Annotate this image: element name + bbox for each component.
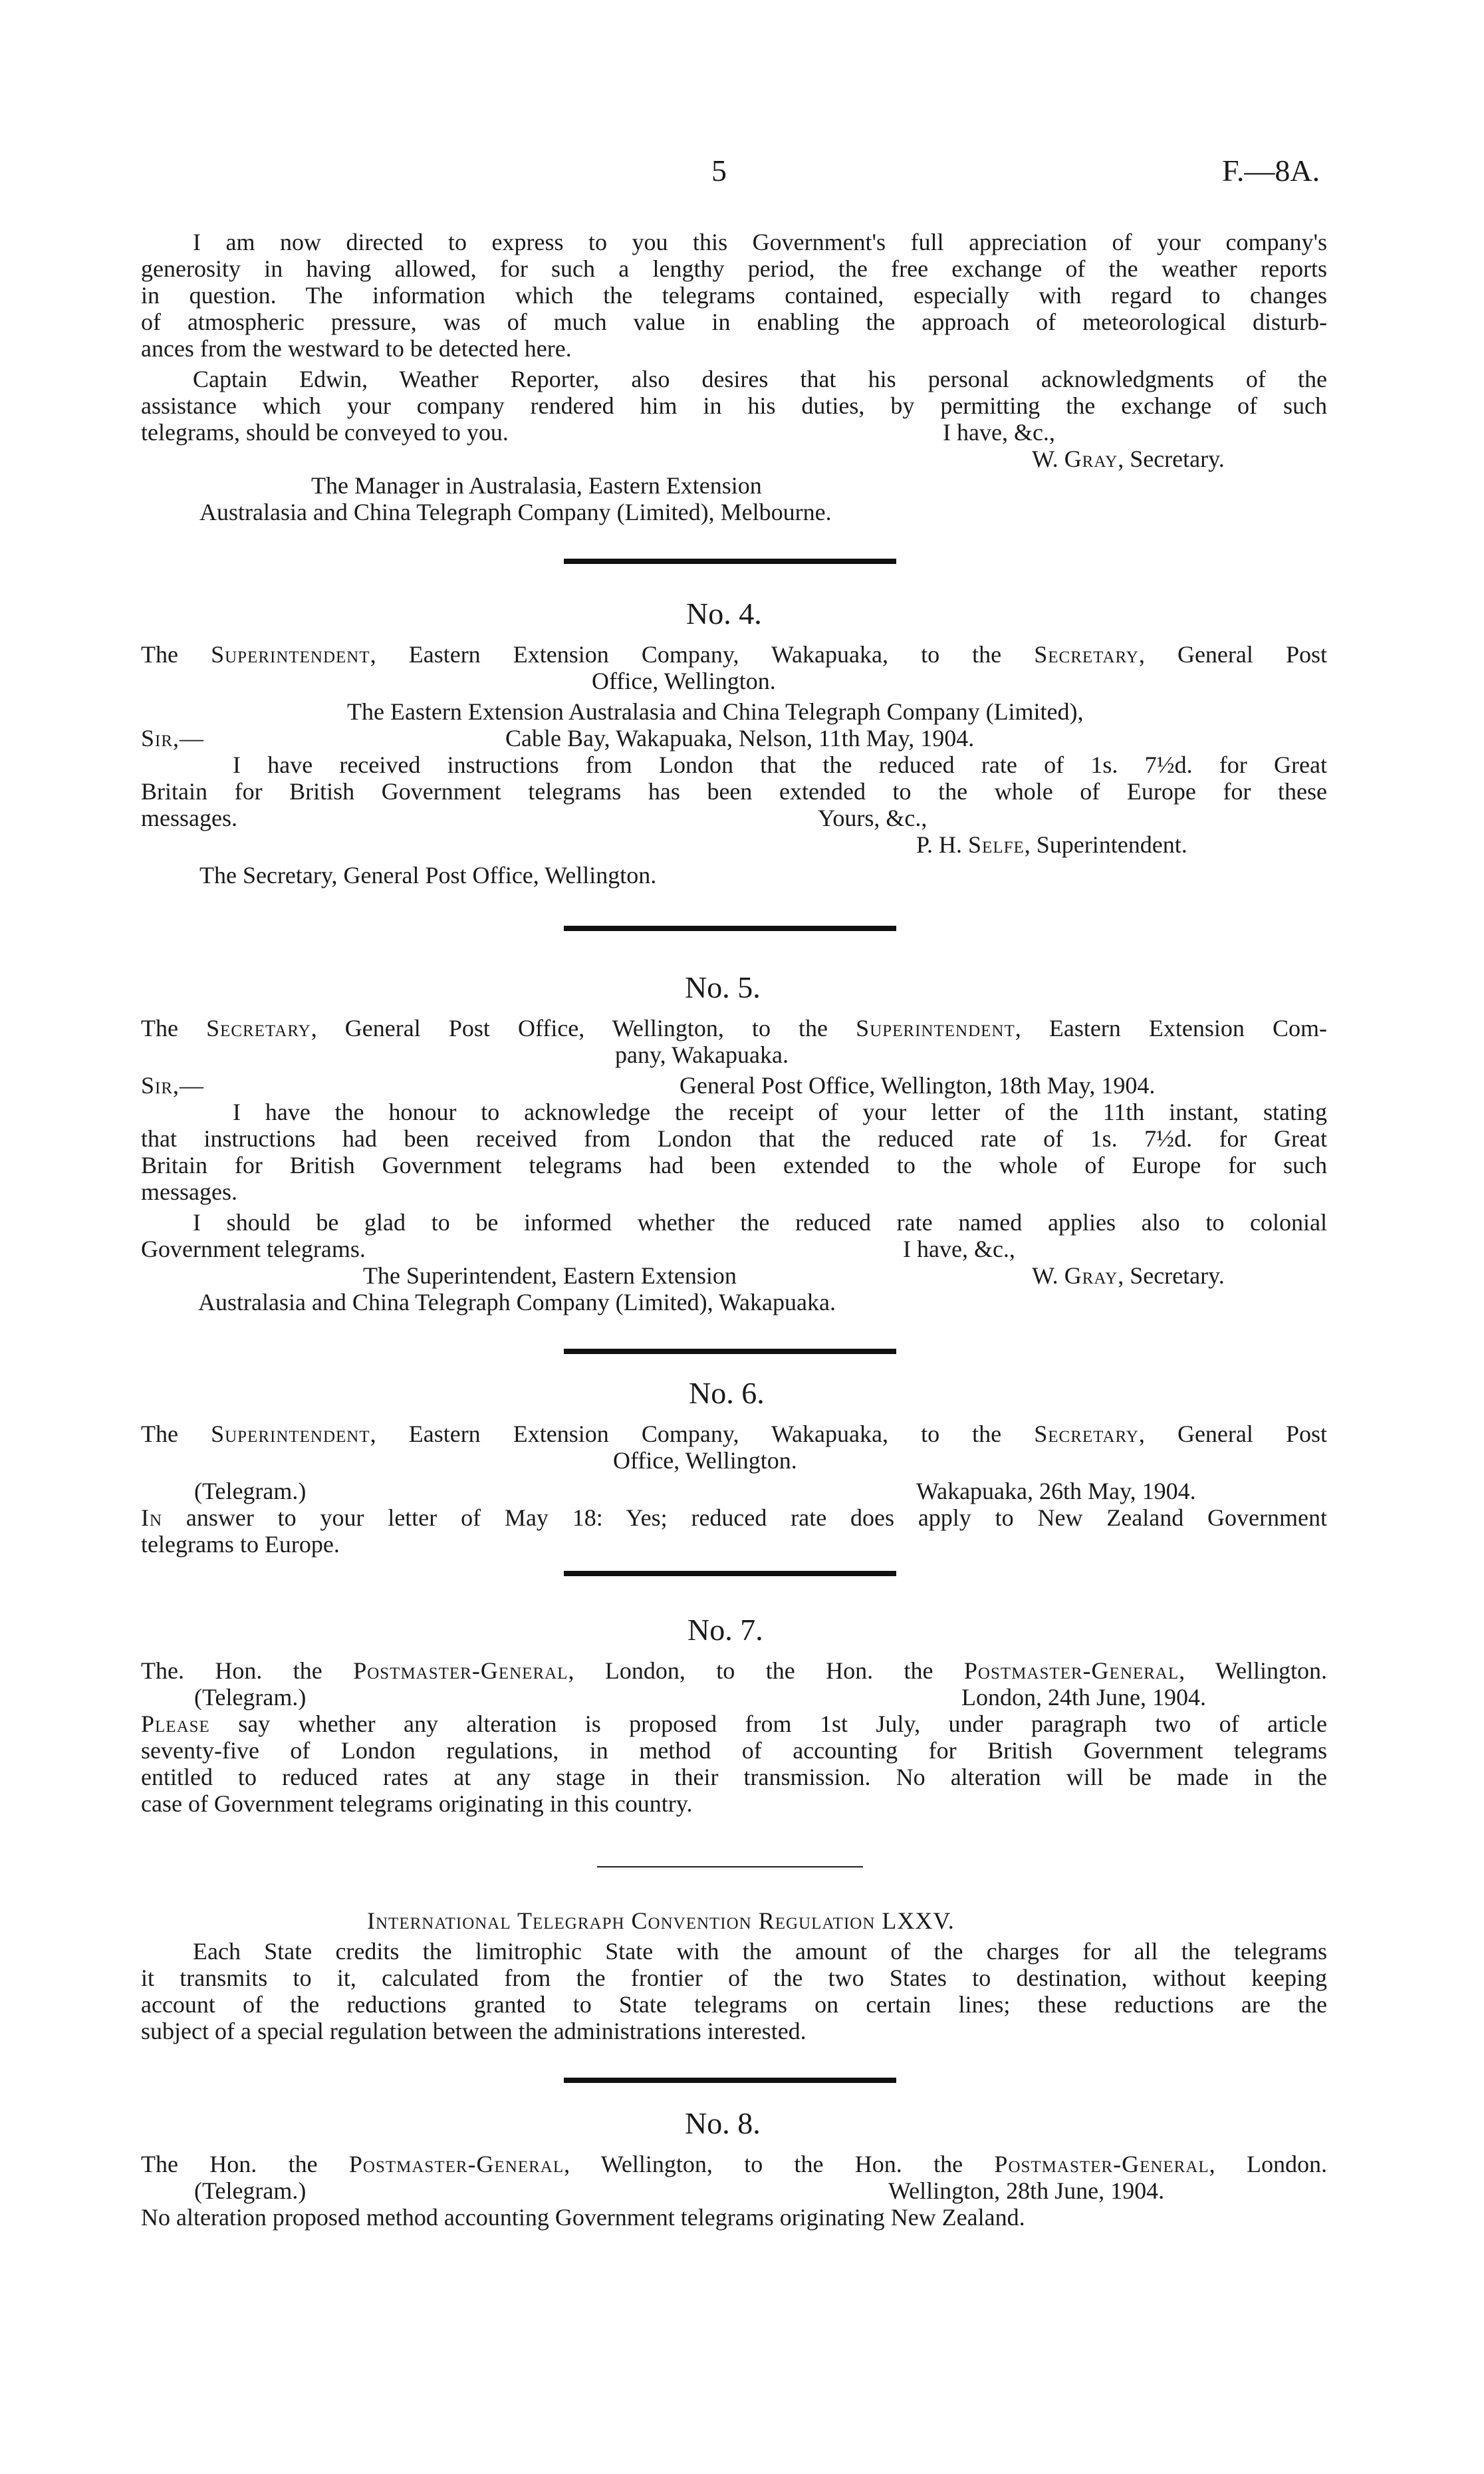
no5-sender-line: General Post Office, Wellington, 18th May, 1904.: [680, 1072, 1156, 1099]
section-divider: [564, 1349, 896, 1354]
no8-from-to-line: [141, 2151, 1327, 2177]
no6-from-to-line-1: [141, 1421, 1327, 1447]
signature-title: , Superintendent.: [1024, 831, 1187, 858]
text-segment: , General Post Office, Wellington, to the: [310, 1015, 856, 1041]
text-line: Britain for British Government telegrams had been extended to the whole of Europe for such: [141, 1152, 1327, 1178]
document-reference: F.—8A.: [1222, 154, 1320, 188]
addressee-title: Secretary: [1034, 641, 1139, 668]
no5-addressee-line-2: Australasia and China Telegraph Company (Limited), Wakapuaka.: [198, 1289, 836, 1315]
text-line: that instructions had been received from London that the reduced rate of 1s. 7½d. for Great: [141, 1125, 1327, 1152]
text-line: subject of a special regulation between the administrations interested.: [141, 2018, 806, 2044]
text-segment: , General Post: [1138, 1421, 1327, 1447]
text-segment: The. Hon. the: [141, 1657, 354, 1684]
no7-place-date: London, 24th June, 1904.: [961, 1684, 1206, 1711]
signature-initial: W.: [1032, 1262, 1064, 1289]
text-line: seventy-five of London regulations, in method of accounting for British Government telegrams: [141, 1737, 1327, 1764]
text-segment: , Wellington.: [1179, 1657, 1328, 1684]
addressee-title: Secretary: [206, 1015, 311, 1041]
no4-sender-line-2: Cable Bay, Wakapuaka, Nelson, 11th May, 1904.: [505, 725, 975, 752]
text-line: it transmits to it, calculated from the frontier of the two States to destination, without keeping: [141, 1965, 1327, 1991]
signature-name: Gray: [1064, 446, 1118, 472]
no4-from-to-line-2: Office, Wellington.: [592, 668, 776, 694]
text-line: of atmospheric pressure, was of much value in enabling the approach of meteorological disturb-: [141, 309, 1327, 335]
body-line-rest: say whether any alteration is proposed from 1st July, under paragraph two of article: [209, 1711, 1327, 1737]
text-segment: , General Post: [1138, 641, 1327, 668]
letter3-addressee-line-2: Australasia and China Telegraph Company (Limited), Melbourne.: [199, 499, 832, 525]
text-segment: , London, to the Hon. the: [568, 1657, 964, 1684]
no8-telegram-label: (Telegram.): [194, 2177, 307, 2204]
heading-no-4: No. 4.: [686, 597, 762, 630]
text-segment: The: [141, 641, 211, 668]
text-line: telegrams, should be conveyed to you.: [141, 419, 509, 446]
no6-body-line-1: [141, 1504, 1327, 1531]
letter3-addressee-line-1: The Manager in Australasia, Eastern Extension: [311, 472, 762, 499]
text-line: I have received instructions from London that the reduced rate of 1s. 7½d. for Great: [233, 752, 1327, 778]
text-line: messages.: [141, 1178, 237, 1205]
section-divider: [564, 2078, 896, 2083]
text-segment: , Eastern Extension Com-: [1015, 1015, 1328, 1041]
heading-no-7: No. 7.: [687, 1613, 763, 1647]
text-line: ances from the westward to be detected here.: [141, 335, 572, 362]
body-line-rest: answer to your letter of May 18: Yes; reduced rate does apply to New Zealand Government: [162, 1504, 1327, 1531]
signature-name: Selfe: [968, 831, 1025, 858]
signature-title: , Secretary.: [1118, 1262, 1225, 1289]
text-segment: The: [141, 1421, 211, 1447]
text-line: I have the honour to acknowledge the receipt of your letter of the 11th instant, stating: [233, 1099, 1327, 1125]
signature-name: Gray: [1064, 1262, 1118, 1289]
body-first-word: Please: [141, 1711, 210, 1737]
addressee-title: Superintendent: [856, 1015, 1015, 1041]
text-line: messages.: [141, 805, 237, 831]
text-line: entitled to reduced rates at any stage in their transmission. No alteration will be made in the: [141, 1764, 1327, 1790]
no8-place-date: Wellington, 28th June, 1904.: [888, 2177, 1165, 2204]
section-divider-thin: [597, 1866, 863, 1867]
no7-body-line-1: [141, 1711, 1327, 1737]
text-segment: , London.: [1209, 2151, 1327, 2177]
text-line: Each State credits the limitrophic State with the amount of the charges for all the telegrams: [193, 1938, 1327, 1965]
text-line: Captain Edwin, Weather Reporter, also desires that his personal acknowledgments of the: [193, 366, 1327, 392]
heading-no-8: No. 8.: [685, 2106, 761, 2140]
letter3-closing: I have, &c.,: [943, 419, 1055, 446]
text-line: Government telegrams.: [141, 1236, 366, 1262]
text-segment: , Wellington, to the Hon. the: [564, 2151, 995, 2177]
letter3-signature: [1032, 446, 1225, 472]
addressee-title: Superintendent: [211, 641, 370, 668]
text-line: case of Government telegrams originating in this country.: [141, 1790, 693, 1817]
no5-salutation: Sir,—: [141, 1072, 205, 1099]
no5-closing: I have, &c.,: [903, 1236, 1015, 1262]
addressee-title: Postmaster-General: [963, 1657, 1179, 1684]
no4-addressee: The Secretary, General Post Office, Wellington.: [199, 862, 657, 889]
text-segment: , Eastern Extension Company, Wakapuaka, to the: [370, 1421, 1035, 1447]
no4-sender-line-1: The Eastern Extension Australasia and China Telegraph Company (Limited),: [347, 698, 1084, 725]
section-divider: [564, 1571, 896, 1576]
signature-initial: P. H.: [916, 831, 969, 858]
text-line: I am now directed to express to you this Government's full appreciation of your company's: [193, 229, 1327, 255]
heading-no-6: No. 6.: [689, 1376, 765, 1410]
section-divider: [564, 926, 896, 931]
text-line: assistance which your company rendered him in his duties, by permitting the exchange of such: [141, 392, 1327, 419]
no4-closing: Yours, &c.,: [818, 805, 928, 831]
no6-from-to-line-2: Office, Wellington.: [613, 1447, 797, 1474]
addressee-title: Postmaster-General: [353, 1657, 568, 1684]
text-line: I should be glad to be informed whether the reduced rate named applies also to colonial: [193, 1209, 1327, 1236]
text-line: generosity in having allowed, for such a lengthy period, the free exchange of the weather reports: [141, 255, 1327, 282]
addressee-title: Postmaster-General: [994, 2151, 1209, 2177]
no5-addressee-line-1: The Superintendent, Eastern Extension: [363, 1262, 737, 1289]
addressee-title: Superintendent: [211, 1421, 370, 1447]
page-number: 5: [711, 154, 727, 188]
text-segment: The Hon. the: [141, 2151, 349, 2177]
no6-place-date: Wakapuaka, 26th May, 1904.: [916, 1478, 1196, 1504]
text-line: in question. The information which the telegrams contained, especially with regard to changes: [141, 282, 1327, 309]
text-segment: , Eastern Extension Company, Wakapuaka, to the: [370, 641, 1035, 668]
text-line: Britain for British Government telegrams has been extended to the whole of Europe for these: [141, 778, 1327, 805]
no7-from-to-line: [141, 1657, 1327, 1684]
addressee-title: Postmaster-General: [348, 2151, 564, 2177]
signature-initial: W.: [1032, 446, 1064, 472]
no4-salutation: Sir,—: [141, 725, 205, 752]
text-segment: The: [141, 1015, 207, 1041]
no4-from-to-line-1: [141, 641, 1327, 668]
no4-signature: [916, 831, 1187, 858]
no5-signature: [1032, 1262, 1225, 1289]
no8-body: No alteration proposed method accounting Government telegrams originating New Zealand.: [141, 2204, 1025, 2231]
regulation-title: International Telegraph Convention Regulation LXXV.: [367, 1907, 955, 1934]
no5-from-to-line-2: pany, Wakapuaka.: [615, 1041, 789, 1068]
addressee-title: Secretary: [1034, 1421, 1139, 1447]
text-line: telegrams to Europe.: [141, 1531, 340, 1558]
section-divider: [564, 559, 896, 564]
text-line: account of the reductions granted to State telegrams on certain lines; these reductions are the: [141, 1991, 1327, 2018]
signature-title: , Secretary.: [1118, 446, 1225, 472]
no5-from-to-line-1: [141, 1015, 1327, 1041]
heading-no-5: No. 5.: [685, 970, 761, 1004]
no6-telegram-label: (Telegram.): [194, 1478, 307, 1504]
body-first-word: In: [141, 1504, 163, 1531]
no7-telegram-label: (Telegram.): [194, 1684, 307, 1711]
